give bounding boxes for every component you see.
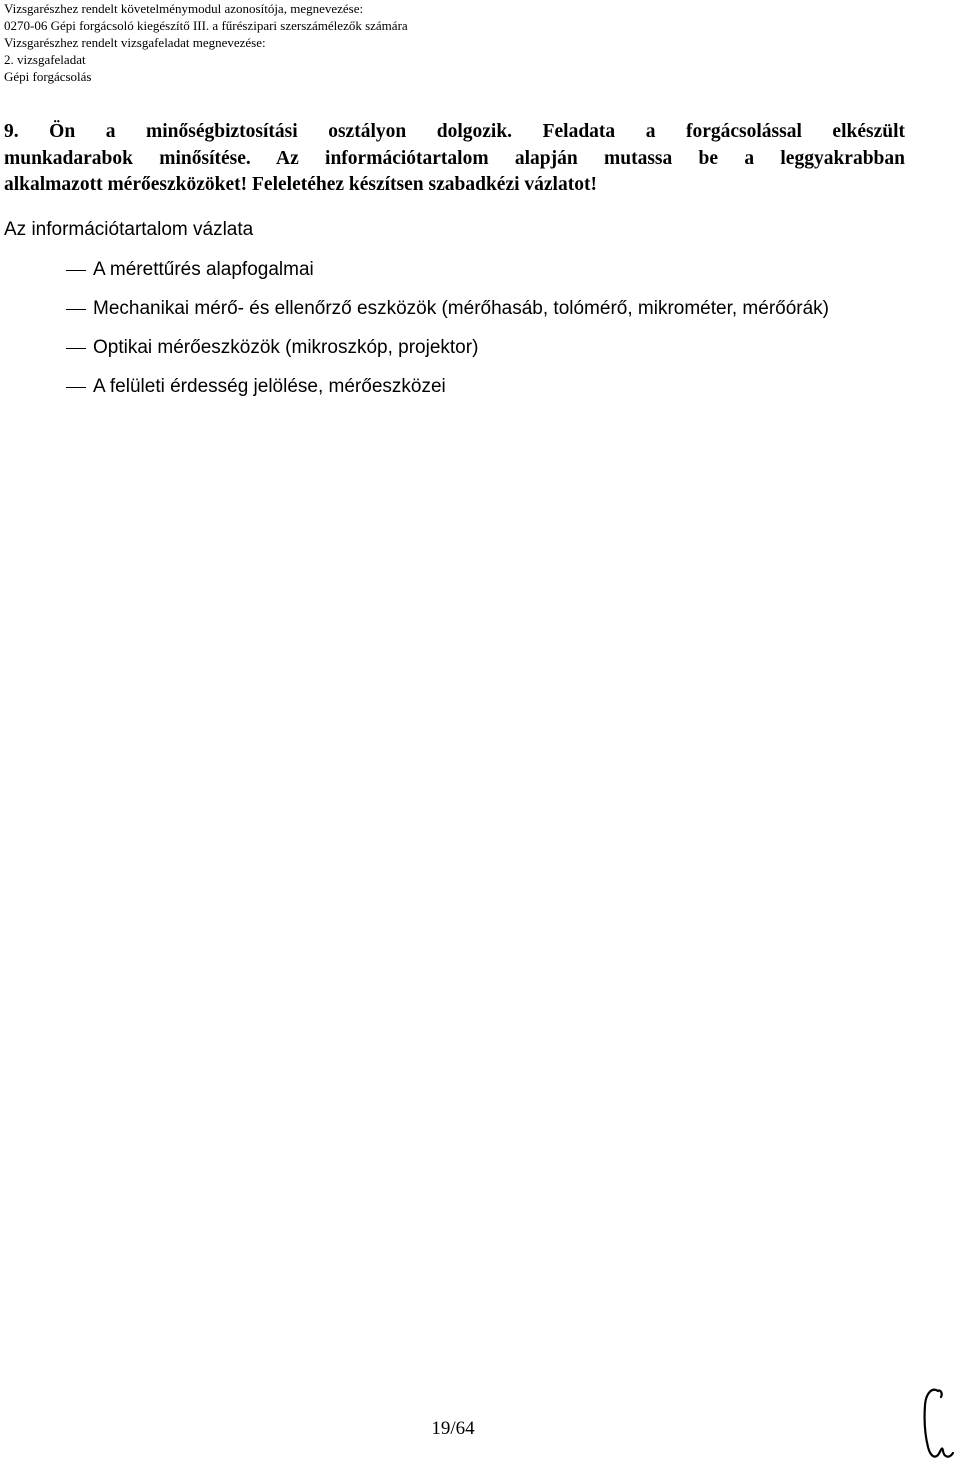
list-item [0, 374, 960, 413]
task-line-1: 9. Ön a minőségbiztosítási osztályon dolgozik. Feladata a forgácsolással elkészült [4, 121, 905, 142]
task-line-2: munkadarabok minősítése. Az információtartalom alapján mutassa be a leggyakrabban [4, 147, 905, 169]
dash-bullet-icon [66, 348, 86, 349]
task-line-3: alkalmazott mérőeszközöket! Feleletéhez készítsen szabadkézi vázlatot! [4, 174, 597, 195]
header-task-name: Gépi forgácsolás [4, 69, 92, 84]
list-item-text: Optikai mérőeszközök (mikroszkóp, projektor) [93, 337, 479, 358]
header-module-name: 0270-06 Gépi forgácsoló kiegészítő III. a fűrészipari szerszámélezők számára [4, 18, 408, 33]
list-item-text: Mechanikai mérő- és ellenőrző eszközök (mérőhasáb, tolómérő, mikrométer, mérőórák) [93, 298, 829, 319]
dash-bullet-icon [66, 309, 86, 310]
list-item [0, 296, 960, 335]
signature-icon [916, 1385, 960, 1463]
document-header [4, 0, 944, 85]
task-description [4, 119, 905, 199]
dash-bullet-icon [66, 387, 86, 388]
outline-title: Az információtartalom vázlata [4, 219, 254, 240]
header-task-number: 2. vizsgafeladat [4, 52, 86, 67]
page-number: 19/64 [431, 1418, 475, 1439]
dash-bullet-icon [66, 270, 86, 271]
list-item-text: A mérettűrés alapfogalmai [93, 259, 314, 280]
outline-list [0, 257, 960, 413]
list-item [0, 257, 960, 296]
list-item-text: A felületi érdesség jelölése, mérőeszközei [93, 376, 446, 397]
header-module-label: Vizsgarészhez rendelt követelménymodul azonosítója, megnevezése: [4, 1, 364, 16]
list-item [0, 335, 960, 374]
header-task-label: Vizsgarészhez rendelt vizsgafeladat megnevezése: [4, 35, 266, 50]
